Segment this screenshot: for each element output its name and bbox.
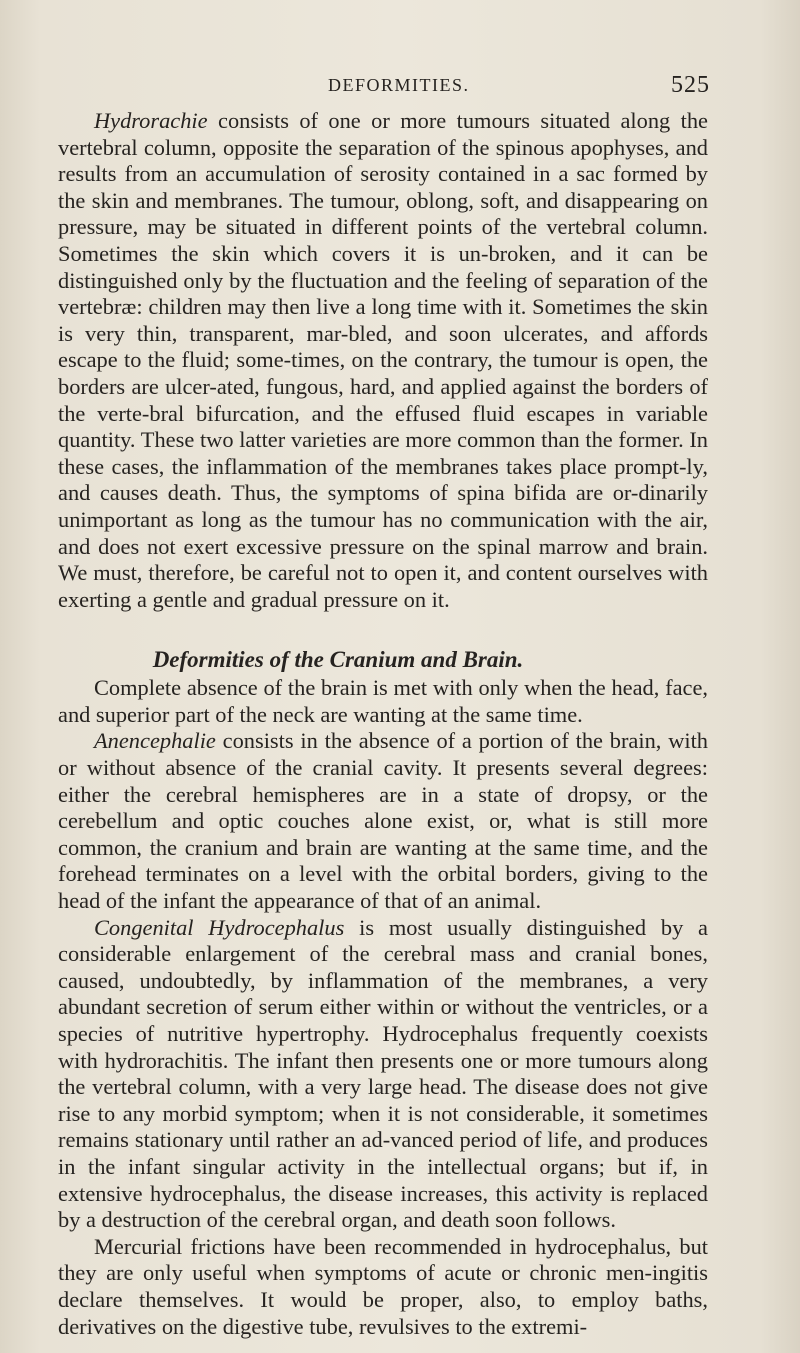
page-header <box>58 72 710 105</box>
paragraph-mercurial-frictions: Mercurial frictions have been recommended in hydrocephalus, but they are only useful when symptoms of acute or chronic men-ingitis declare themselves. It would be proper, also, to employ baths, derivatives on the digestive tube, revulsives to the extremi- <box>58 1233 708 1339</box>
body-text <box>58 108 708 1340</box>
paragraph-hydrorachie <box>58 108 708 613</box>
running-title: DEFORMITIES. <box>328 75 470 95</box>
paragraph-text: consists in the absence of a portion of the brain, with or without absence of the cranial cavity. It presents several degrees: either the cerebral hemispheres are in a state of dropsy, or the cerebellum and optic couches alone exist, or, what is still more common, the cranium and brain are wanting at the same time, and the forehead terminates on a level with the orbital borders, giving to the head of the infant the appearance of that of an animal. <box>58 728 708 914</box>
paragraph-text: consists of one or more tumours situated along the vertebral column, opposite the separation of the spinous apophyses, and results from an accumulation of serosity contained in a sac formed by the skin and membranes. The tumour, oblong, soft, and disappearing on pressure, may be situated in different points of the vertebral column. Sometimes the skin which covers it is un-broken, and it can be distinguished only by the fluctuation and the feeling of separation of the vertebræ: children may then live a long time with it. Sometimes the skin is very thin, transparent, mar-bled, and soon ulcerates, and affords escape to the fluid; some-times, on the contrary, the tumour is open, the borders are ulcer-ated, fungous, hard, and applied against the borders of the verte-bral bifurcation, and the effused fluid escapes in variable quantity. These two latter varieties are more common than the former. In these cases, the inflammation of the membranes takes place prompt-ly, and causes death. Thus, the symptoms of spina bifida are or-dinarily unimportant as long as the tumour has no communication with the air, and does not exert excessive pressure on the spinal marrow and brain. We must, therefore, be careful not to open it, and content ourselves with exerting a gentle and gradual pressure on it. <box>58 108 708 612</box>
term-anencephalie: Anencephalie <box>94 728 216 754</box>
paragraph-text: is most usually distinguished by a considerable enlargement of the cerebral mass and cranial bones, caused, undoubtedly, by inflammation of the membranes, a very abundant secretion of serum either within or without the ventricles, or a species of nutritive hypertrophy. Hydrocephalus frequently coexists with hydrorachitis. The infant then presents one or more tumours along the vertebral column, with a very large head. The disease does not give rise to any morbid symptom; when it is not considerable, it sometimes remains stationary until rather an ad-vanced period of life, and produces in the infant singular activity in the intellectual organs; but if, in extensive hydrocephalus, the disease increases, this activity is replaced by a destruction of the cerebral organ, and death soon follows. <box>58 914 708 1233</box>
paragraph-absence-of-brain: Complete absence of the brain is met with only when the head, face, and superior part of the neck are wanting at the same time. <box>58 675 708 727</box>
page-number: 525 <box>671 72 710 98</box>
term-hydrorachie: Hydrorachie <box>94 108 208 133</box>
term-congenital-hydrocephalus: Congenital Hydrocephalus <box>94 914 345 940</box>
section-heading: Deformities of the Cranium and Brain. <box>152 647 524 673</box>
paragraph-congenital-hydrocephalus <box>58 915 708 1234</box>
paragraph-anencephalie <box>58 728 708 914</box>
